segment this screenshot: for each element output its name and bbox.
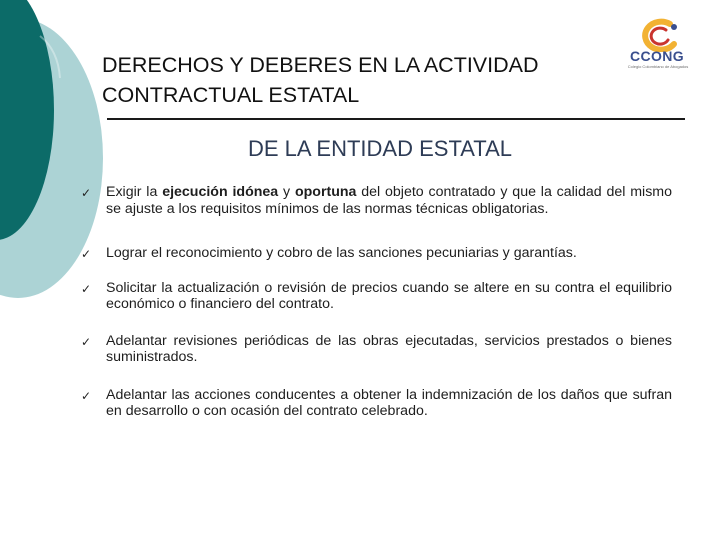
list-item bbox=[80, 280, 672, 313]
section-subtitle: DE LA ENTIDAD ESTATAL bbox=[247, 136, 513, 161]
ccong-logo bbox=[624, 18, 694, 80]
logo-ring-inner bbox=[651, 28, 668, 44]
list-item-text: Solicitar la actualización o revisión de precios cuando se altere en su contra el equilibrio económico o financiero del contrato. bbox=[106, 279, 672, 312]
item-bold-segment: oportuna bbox=[294, 184, 357, 200]
checkmark-icon: ✓ bbox=[81, 186, 92, 200]
item-text-segment: Exigir la bbox=[106, 184, 163, 200]
logo-dot bbox=[671, 24, 677, 30]
checkmark-icon: ✓ bbox=[81, 281, 92, 296]
title-divider bbox=[107, 118, 685, 120]
list-item bbox=[80, 333, 672, 366]
list-item bbox=[80, 387, 672, 420]
item-text-segment: del objeto contratado y que la calidad del mismo se ajuste a los requisitos mínimos de las normas técnicas obligatorias. bbox=[106, 184, 672, 217]
checkmark-icon: ✓ bbox=[81, 388, 92, 403]
list-item-text: Adelantar revisiones periódicas de las obras ejecutadas, servicios prestados o bienes suministrados. bbox=[106, 332, 672, 365]
list-item-text: Lograr el reconocimiento y cobro de las sanciones pecuniarias y garantías. bbox=[106, 245, 577, 261]
list-item bbox=[80, 184, 672, 217]
logo-ring-icon bbox=[624, 18, 694, 52]
checkmark-icon: ✓ bbox=[81, 334, 92, 349]
slide-title bbox=[102, 50, 662, 110]
logo-tagline: Colegio Colombiano de Abogados bbox=[627, 64, 689, 69]
list-item bbox=[80, 245, 672, 262]
checkmark-icon: ✓ bbox=[81, 247, 92, 261]
list-item-text bbox=[106, 184, 672, 217]
list-item-text: Adelantar las acciones conducentes a obtener la indemnización de los daños que sufran en desarrollo o con ocasión del contrato celebrado. bbox=[106, 386, 672, 419]
item-bold-segment: ejecución idónea bbox=[162, 184, 279, 200]
title-line-1: DERECHOS Y DEBERES EN LA ACTIVIDAD bbox=[102, 53, 539, 77]
title-line-2: CONTRACTUAL ESTATAL bbox=[102, 83, 360, 107]
logo-wordmark: CCONG bbox=[629, 48, 685, 64]
item-text-segment: y bbox=[278, 184, 295, 200]
rights-list bbox=[80, 184, 672, 420]
